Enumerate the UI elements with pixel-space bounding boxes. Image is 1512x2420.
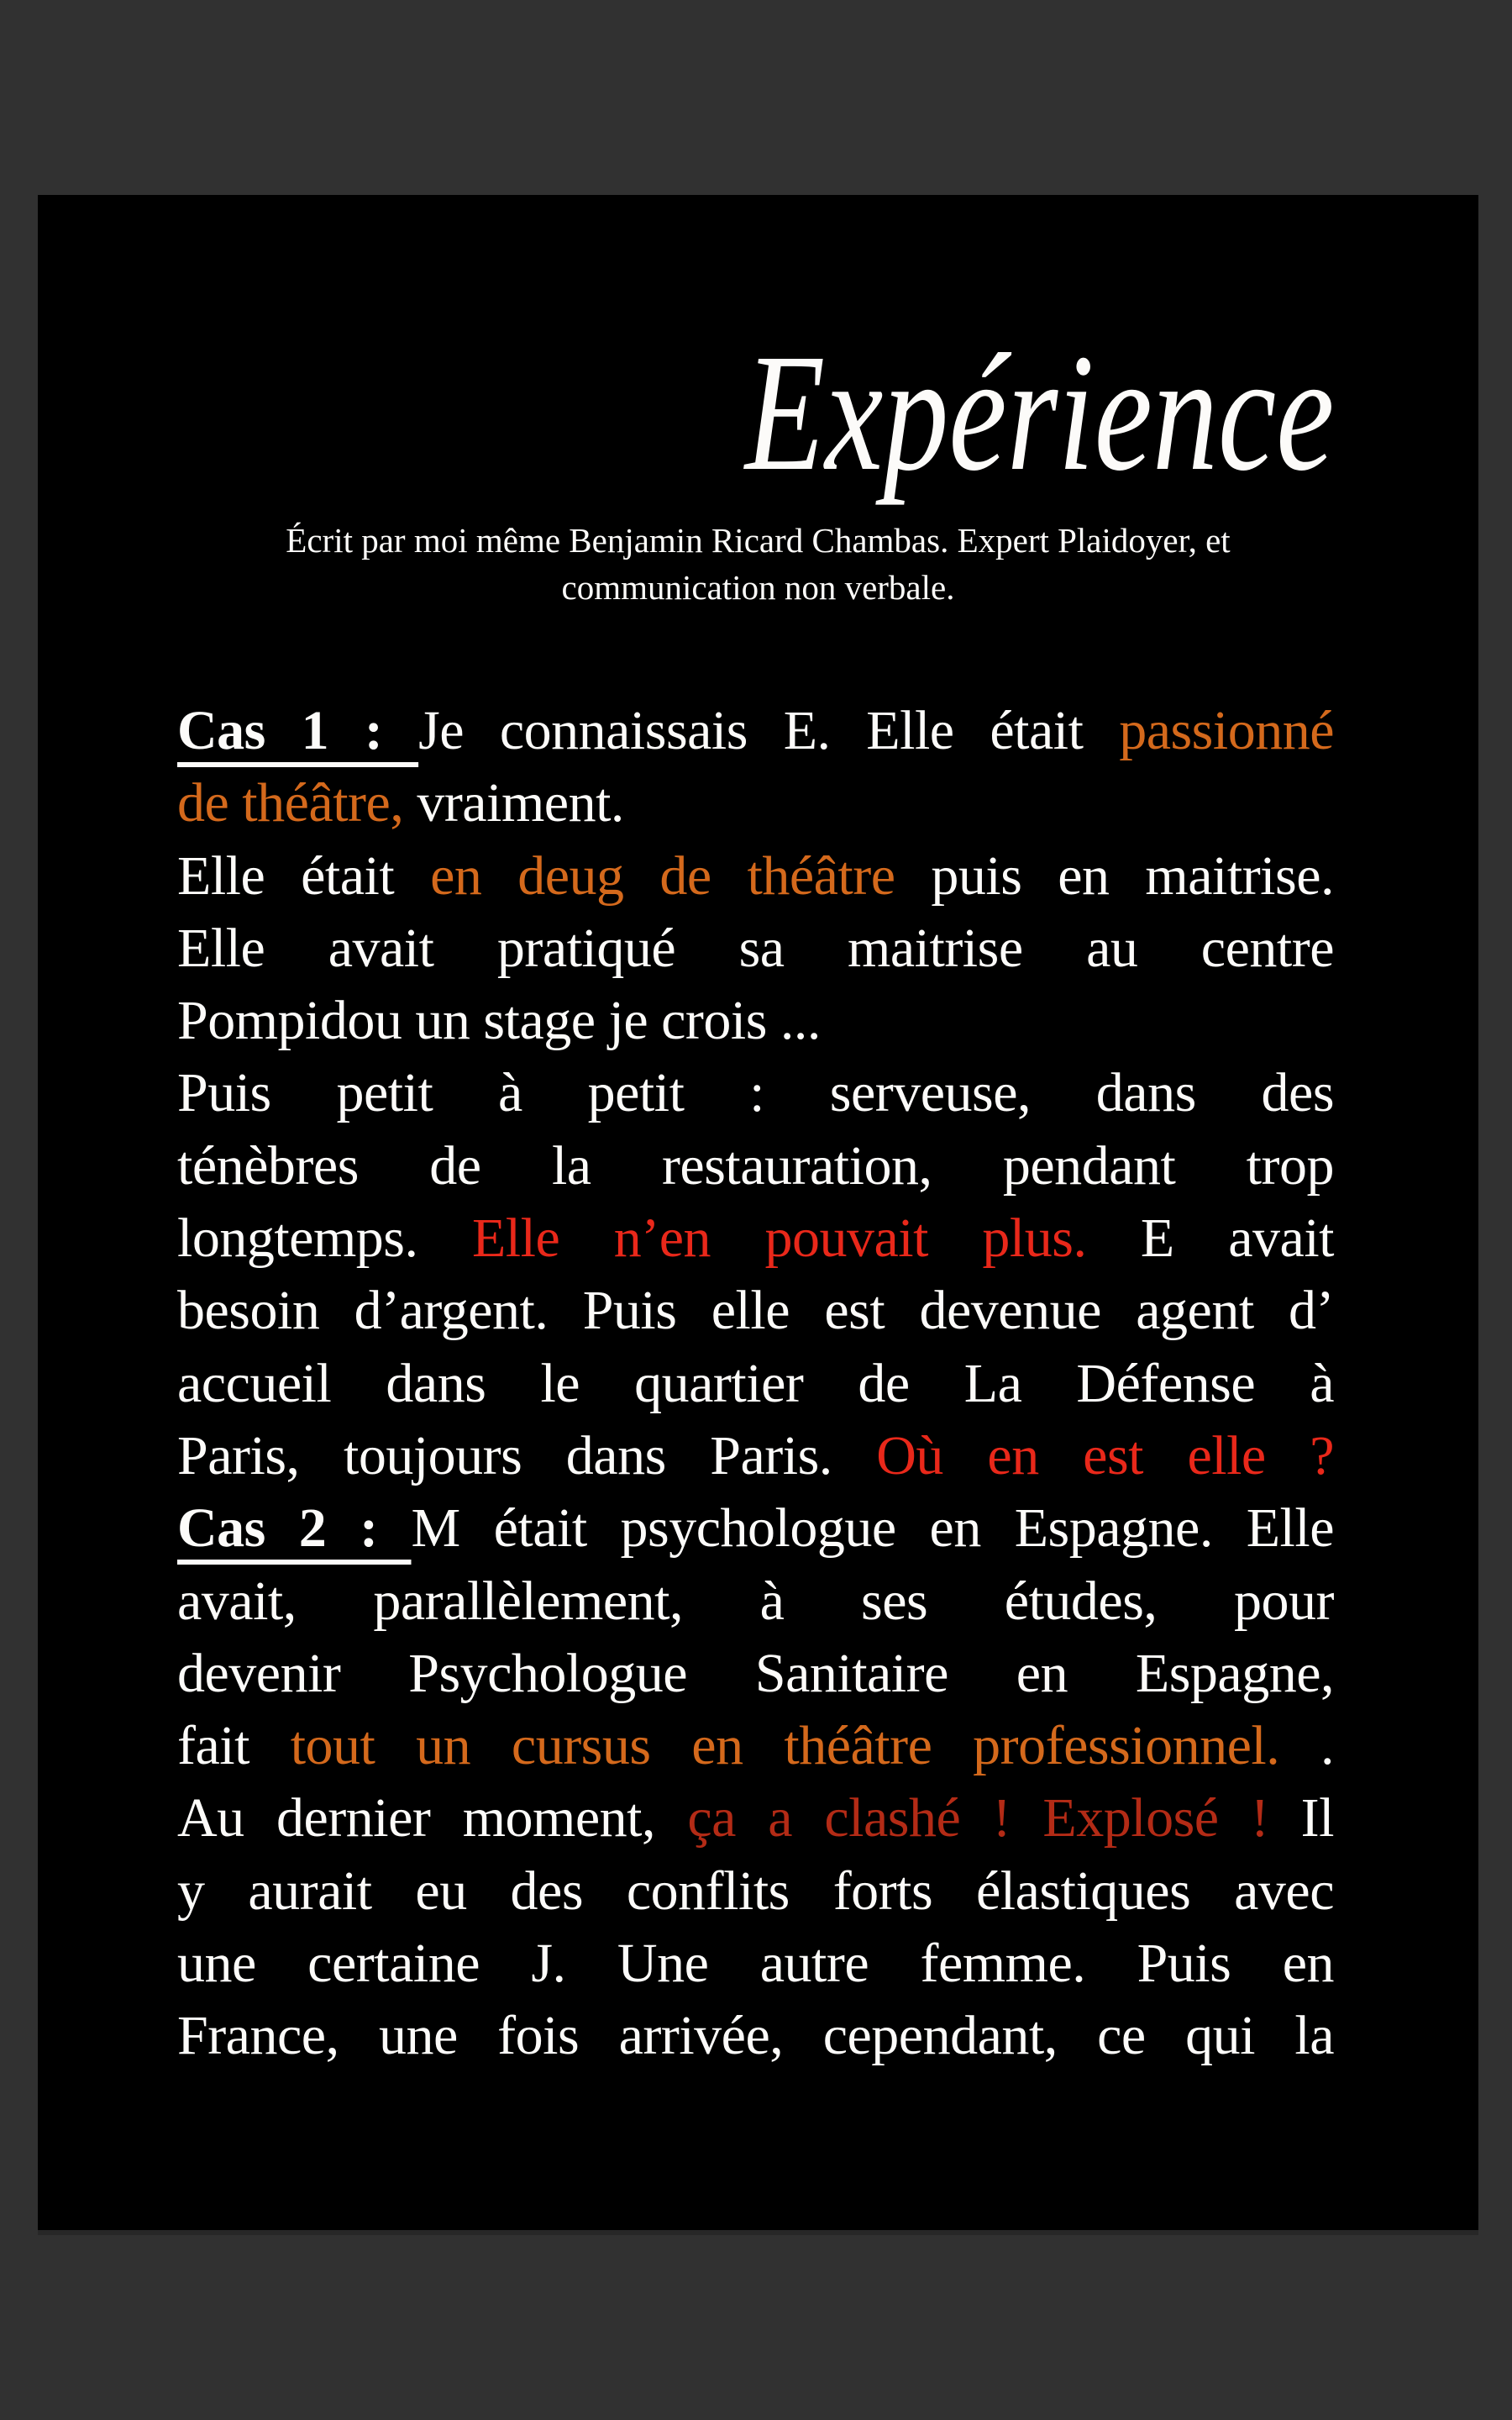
- text-segment-white: M était psychologue en Espagne. Elle: [411, 1497, 1335, 1560]
- text-segment-white: fait: [177, 1715, 291, 1777]
- text-segment-white: Paris, toujours dans Paris.: [177, 1424, 877, 1486]
- text-segment-red: Elle n’en pouvait plus.: [471, 1207, 1087, 1270]
- text-segment-white: France, une fois arrivée, cependant, ce qui la: [177, 2005, 1334, 2067]
- text-line: [177, 1928, 1334, 2000]
- text-segment-white: Elle avait pratiqué sa maitrise au centre: [177, 917, 1334, 979]
- text-segment-white: Il: [1268, 1787, 1335, 1849]
- text-segment-white: Au dernier moment,: [177, 1787, 688, 1849]
- text-segment-orange: tout un cursus en théâtre professionnel.: [290, 1715, 1280, 1777]
- text-line: [177, 1638, 1334, 1710]
- text-line: [177, 1782, 1334, 1854]
- text-segment-white: .: [1279, 1715, 1335, 1777]
- text-segment-white: Je connaissais E. Elle était: [418, 700, 1120, 761]
- page-title: [38, 317, 1334, 510]
- text-line: [177, 1130, 1334, 1202]
- text-line: [177, 840, 1334, 913]
- text-segment-orange: de théâtre,: [177, 772, 404, 834]
- document-page: [38, 195, 1478, 2230]
- byline-line-2: communication non verbale.: [561, 568, 955, 607]
- text-line: [177, 913, 1334, 985]
- text-segment-white: puis en maitrise.: [895, 844, 1334, 907]
- text-segment-white: ténèbres de la restauration, pendant trop: [177, 1134, 1334, 1197]
- text-line: [177, 1275, 1334, 1347]
- text-segment-white: E avait: [1086, 1207, 1334, 1270]
- text-segment-white: longtemps.: [177, 1207, 472, 1270]
- text-line: [177, 1565, 1334, 1638]
- text-segment-white: vraiment.: [403, 772, 624, 834]
- text-segment-white: une certaine J. Une autre femme. Puis en: [177, 1933, 1334, 1995]
- text-line: [177, 1202, 1334, 1275]
- text-segment-white: besoin d’argent. Puis elle est devenue agent d’: [177, 1280, 1334, 1342]
- text-line: [177, 1855, 1334, 1928]
- byline: [38, 517, 1478, 611]
- text-line: [177, 985, 1334, 1057]
- text-segment-darkred: ça a clashé ! Explosé !: [687, 1787, 1269, 1849]
- text-segment-white: Pompidou un stage je crois ...: [177, 990, 821, 1052]
- text-segment-white: Elle était: [177, 844, 431, 907]
- case-label: Cas 1 :: [177, 700, 419, 761]
- text-line: [177, 1348, 1334, 1420]
- text-segment-white: devenir Psychologue Sanitaire en Espagne,: [177, 1642, 1334, 1704]
- text-segment-orange: passionné: [1119, 700, 1334, 761]
- case-label: Cas 2 :: [177, 1497, 412, 1560]
- text-segment-white: y aurait eu des conflits forts élastiques avec: [177, 1860, 1334, 1922]
- text-line: [177, 1710, 1334, 1782]
- text-line: [177, 1492, 1334, 1565]
- text-segment-orange: en deug de théâtre: [430, 844, 895, 907]
- text-segment-white: avait, parallèlement, à ses études, pour: [177, 1570, 1334, 1632]
- text-segment-white: Puis petit à petit : serveuse, dans des: [177, 1062, 1334, 1124]
- byline-line-1: Écrit par moi même Benjamin Ricard Chambas. Expert Plaidoyer, et: [286, 521, 1231, 560]
- text-line: [177, 1420, 1334, 1492]
- text-line: [177, 1057, 1334, 1129]
- body-text: [177, 695, 1334, 2073]
- text-line: [177, 767, 1334, 839]
- text-line: [177, 2000, 1334, 2072]
- text-line: [177, 695, 1334, 767]
- text-segment-white: accueil dans le quartier de La Défense à: [177, 1352, 1334, 1414]
- text-segment-red: Où en est elle ?: [876, 1424, 1334, 1486]
- page-title-text: Expérience: [744, 320, 1334, 506]
